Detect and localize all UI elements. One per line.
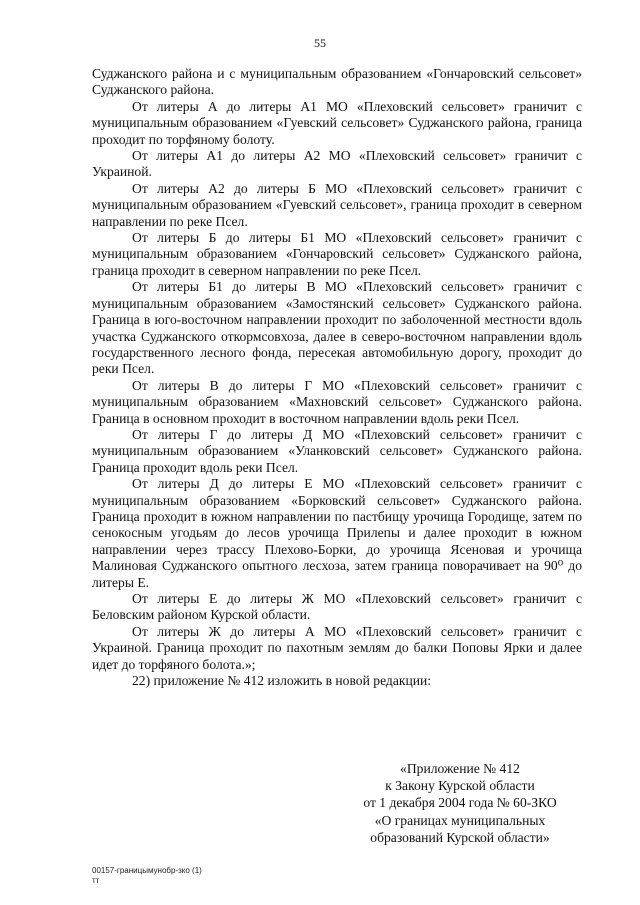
paragraph: От литеры Б до литеры Б1 МО «Плеховский сельсовет» граничит с муниципальным образованием «Гончаровский сельсовет» Суджанского района, граница проходит в северном направлении по реке Псел. xyxy=(92,230,582,278)
appendix-line: от 1 декабря 2004 года № 60-ЗКО xyxy=(363,795,557,811)
appendix-line: «Приложение № 412 xyxy=(400,761,520,776)
paragraph: 22) приложение № 412 изложить в новой редакции: xyxy=(132,673,432,689)
appendix-heading xyxy=(340,760,580,846)
paragraph: От литеры Г до литеры Д МО «Плеховский сельсовет» граничит с муниципальным образованием «Уланковский сельсовет» Суджанского района. Граница проходит вдоль реки Псел. xyxy=(92,426,582,475)
paragraph: Суджанского района и с муниципальным образованием «Гончаровский сельсовет» Суджанского района. xyxy=(92,66,582,98)
appendix-line: к Закону Курской области xyxy=(385,778,535,794)
document-footer xyxy=(92,866,202,886)
paragraph: От литеры В до литеры Г МО «Плеховский сельсовет» граничит с муниципальным образованием «Махновский сельсовет» Суджанского района. Граница в основном проходит в восточном направлении вдоль реки Псел. xyxy=(92,377,582,426)
footer-initials: тт xyxy=(92,876,100,885)
appendix-line: «О границах муниципальных xyxy=(374,812,546,828)
footer-filename: 00157-границымунобр-зко (1) xyxy=(92,866,202,875)
page-number: 55 xyxy=(314,36,326,50)
paragraph: От литеры А1 до литеры А2 МО «Плеховский сельсовет» граничит с Украиной. xyxy=(92,148,582,180)
paragraph: От литеры Д до литеры Е МО «Плеховский сельсовет» граничит с муниципальным образованием «Борковский сельсовет» Суджанского района. Граница проходит в южном направлении по пастбищу урочища Городище, затем по сенокосным угодьям до лесов урочища Прилепы и далее проходит в южном направлении через трассу Плехово-Борки, до урочища Ясеновая и урочища Малиновая Суджанского опытного лесхоза, затем граница поворачивает на 90⁰ до литеры Е. xyxy=(92,476,582,590)
paragraph: От литеры Ж до литеры А МО «Плеховский сельсовет» граничит с Украиной. Граница проходит по пахотным землям до балки Поповы Ярки и далее идет до торфяного болота.»; xyxy=(92,623,582,672)
appendix-line: образований Курской области» xyxy=(370,829,550,845)
paragraph: От литеры А2 до литеры Б МО «Плеховский сельсовет» граничит с муниципальным образованием «Гуевский сельсовет», граница проходит в северном направлении по реке Псел. xyxy=(92,180,582,229)
paragraph: От литеры А до литеры А1 МО «Плеховский сельсовет» граничит с муниципальным образованием «Гуевский сельсовет» Суджанского района, граница проходит по торфяному болоту. xyxy=(92,98,582,147)
paragraph: От литеры Б1 до литеры В МО «Плеховский сельсовет» граничит с муниципальным образованием «Замостянский сельсовет» Суджанского района. Граница в юго-восточном направлении проходит по заболоченной местности вдоль участка Суджанского откормсовхоза, далее в северо-восточном направлении вдоль государственного лесного фонда, пересекая автомобильную дорогу, проходит до реки Псел. xyxy=(92,279,582,377)
paragraph: От литеры Е до литеры Ж МО «Плеховский сельсовет» граничит с Беловским районом Курской области. xyxy=(92,591,582,623)
body-text xyxy=(92,66,582,689)
